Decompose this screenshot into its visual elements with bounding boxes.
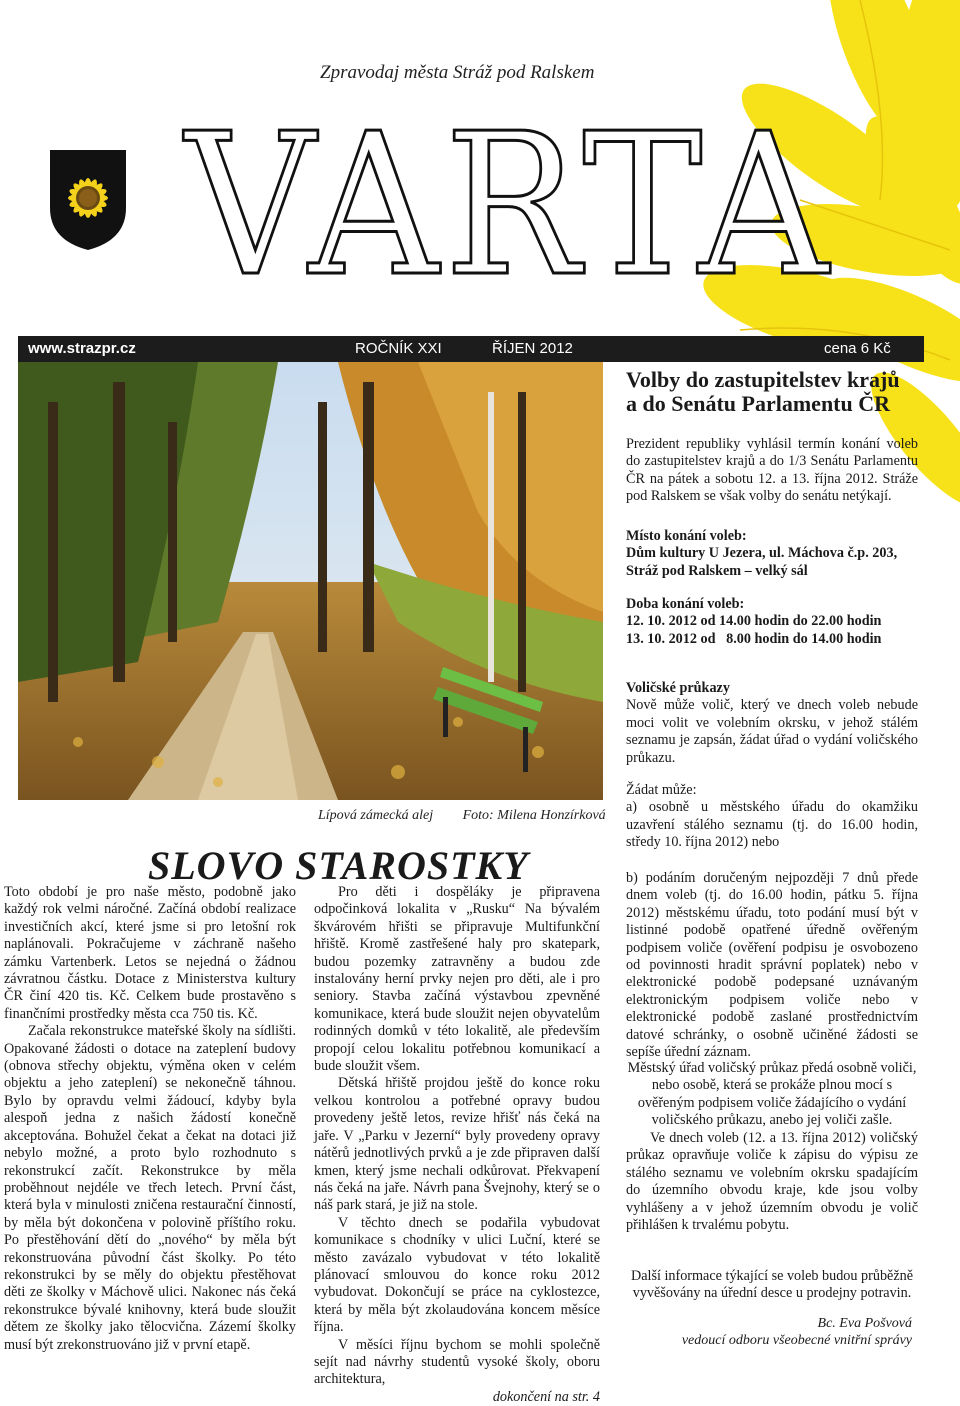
apply-a: a) osobně u městského úřadu do okamžiku uzavření stálého seznamu (tj. do 16.00 hodin, středy 10. října 2012) nebo [626,799,918,851]
mayor-p3: Pro děti i dospěláky je připravena odpočinková lokalita v „Rusku“ Na bývalém škvárovém hřišti se připravuje Multifunkční hřiště. Kromě zastřešené haly pro skatepark, budou pozemky zatravněny a budou zde instalovány herní prvky nejen pro děti, ale i pro seniory. Stavba začíná výstavbou zpevněné komunikace, která bude sloužit nejen obyvatelům rodinných domků v této lokalitě, ale především propojí celou lokalitu potřebnou komunikací a bude sloužit všem. [314,884,600,1075]
venue-block [626,528,918,580]
price: cena 6 Kč [824,340,891,357]
continued-note[interactable]: dokončení na str. 4 [492,1388,600,1405]
more-info: Další informace týkající se voleb budou průběžně vyvěšovány na úřední desce u prodejny potravin. [630,1268,914,1302]
signature [626,1315,912,1349]
apply-title: Žádat může: [626,782,697,798]
venue-line1: Dům kultury U Jezera, ul. Máchova č.p. 203, [626,545,898,562]
mayor-p5: V těchto dnech se podařila vybudovat komunikace s chodníky v ulici Luční, které se město zavázalo vybudovat v této lokalitě plánovací smlouvou do konce roku 2012 vybudovat. Dokončují se práce na cyklostezce, která by měla být zkolaudována koncem měsíce října. [314,1214,600,1336]
election-headline-1: Volby do zastupitelstev krajů [626,367,900,392]
website[interactable]: www.strazpr.cz [28,340,136,357]
venue-title: Místo konání voleb: [626,528,747,544]
time-block [626,596,918,648]
time-line1: 12. 10. 2012 od 14.00 hodin do 22.00 hodin [626,613,882,630]
apply-block [626,782,918,852]
mayor-p6: V měsíci říjnu bychom se mohli společně sejít nad návrhy studentů vysoké školy, oboru architektura, [314,1336,600,1388]
caption-title: Lípová zámecká alej [318,808,434,823]
election-headline-2: a do Senátu Parlamentu ČR [626,391,891,416]
voter-cards-block [626,680,918,767]
cards-text: Nově může volič, který ve dnech voleb nebude moci volit ve volebním okrsku, v jehož stálém seznamu je zapsán, žádat úřad o vydání voličského průkazu. [626,697,918,766]
time-line2: 13. 10. 2012 od 8.00 hodin do 14.00 hodin [626,630,882,647]
days-text: Ve dnech voleb (12. a 13. října 2012) voličský průkaz opravňuje voliče k zápisu do výpisu ze stálého seznamu ve volebním okrsku spadajícím do územního obvodu kraje, kde jsou volby vyhlášeny a v jehož územním obvodu je volič přihlášen k trvalému pobytu. [626,1130,918,1234]
office-text: Městský úřad voličský průkaz předá osobně voliči, nebo osobě, která se prokáže plnou mocí s ověřeným podpisem voliče žádajícího o vydání voličského průkazu, anebo jej voliči zašle. [627,1060,917,1129]
election-intro: Prezident republiky vyhlásil termín konání voleb do zastupitelstev krajů a do 1/3 Senátu Parlamentu ČR na pátek a sobotu 12. a 13. října 2012. Stráže pod Ralskem se však volby do senátu netýkají. [626,436,918,505]
mayor-heading: SLOVO STAROSTKY [148,843,529,888]
mayor-p4: Dětská hřiště projdou ještě do konce roku velkou kontrolou a potřebné opravy budou provedeny ještě letos, revize hřišť nás čeká na jaře. V „Parku v Jezerní“ byly provedeny opravy nátěrů jednotlivých prvků a je zde připraven další kmen, který jsme nechali odkůrovat. Překvapení nás čeká na jaře. Návrh pana Švejnohy, který se o náš park stará, je již na stole. [314,1075,600,1214]
mayor-p1: Toto období je pro naše město, podobně jako každý rok velmi náročné. Začíná období realizace investičních akcí, které jsme si pro letošní rok naplánovali. Pokračujeme v záchraně našeho zámku Vartenberk. Letos se nejedná o žádnou závratnou částku. Dotace z Ministerstva kultury ČR činí 420 tis. Kč. Celkem bude prostavěno s finančními prostředky města cca 750 tis. Kč. [4,884,296,1022]
issue-date: ŘÍJEN 2012 [492,340,573,357]
photo-caption [318,808,606,824]
mayor-column-2 [314,884,600,1406]
sunflower-crest-icon [48,148,128,252]
mayor-p2: Začala rekonstrukce mateřské školy na sídlišti. Opakované žádosti o dotace na zateplení budovy (obnova střechy objektu, výměna oken v celém objektu a jeho zateplení) se nekonečně táhnou. Bylo by opravdu velmi žádoucí, kdyby byla alespoň jedna z našich žádostí konečně akceptována. Bohužel čekat a čekat na dotaci již nebylo možné, a proto bylo rozhodnuto s rekonstrukcí začít. Rekonstrukce by měla proběhnout nejdéle ve třech letech. První část, která byla v minulosti zničena restaurační činností, by měla být dokončena v polovině příštího roku. Po přestěhování dětí do „nového“ by měla být rekonstruována původní část školky. Po této rekonstrukci by se měly do objektu přestěhovat děti ze školky v Máchově ulici. Nakonec nás čeká rekonstrukce bývalé knihovny, která bude sloužit dětem ze školky jako tělocvična. Zázemí školky musí být zrekonstruováno již v první etapě. [4,1023,296,1353]
apply-b: b) podáním doručeným nejpozději 7 dnů přede dnem voleb (tj. do 16.00 hodin, pátku 5. října 2012) městskému úřadu, toto podání musí být v listinné podobě opatřené úředně ověřeným podpisem voliče (ověření podpisu je osvobozeno od povinnosti hradit správní poplatek) nebo v elektronické podobě podepsané uznávaným elektronickým podpisem voliče nebo v elektronické podobě zaslané prostřednictvím datové schránky, o osobně učiněné žádosti se sepíše úřední záznam. [626,870,918,1061]
election-article [626,368,918,416]
signature-role: vedoucí odboru všeobecné vnitřní správy [681,1333,912,1348]
header-band [18,336,924,362]
masthead-title: VARTA [185,92,835,320]
mayor-column-1 [4,884,296,1354]
signature-name: Bc. Eva Pošvová [817,1316,912,1331]
autumn-alley-photo [18,362,603,800]
volume: ROČNÍK XXI [355,340,442,357]
caption-credit: Foto: Milena Honzírková [462,808,606,823]
tagline: Zpravodaj města Stráž pod Ralskem [320,62,595,83]
time-title: Doba konání voleb: [626,596,745,612]
cards-title: Voličské průkazy [626,680,730,696]
venue-line2: Stráž pod Ralskem – velký sál [626,562,808,579]
